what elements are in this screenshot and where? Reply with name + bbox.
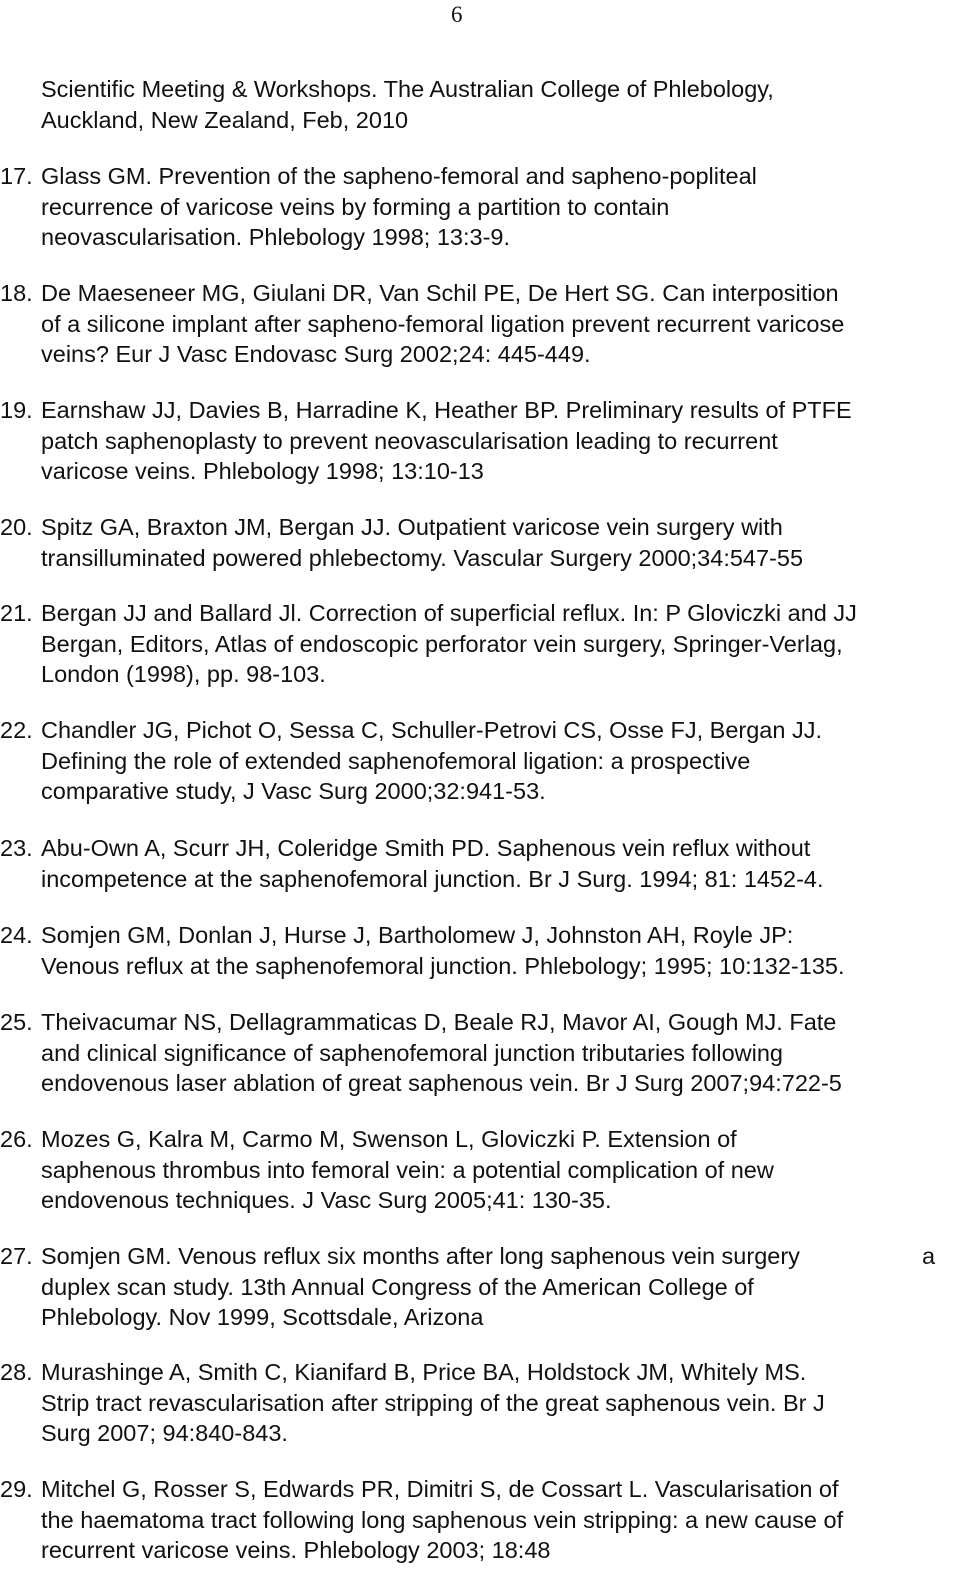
- reference-line: De Maeseneer MG, Giulani DR, Van Schil PE, De Hert SG. Can interposition: [41, 280, 839, 306]
- reference-line: transilluminated powered phlebectomy. Vascular Surgery 2000;34:547-55: [41, 544, 804, 571]
- reference-line: neovascularisation. Phlebology 1998; 13:3-9.: [41, 224, 511, 250]
- reference-line: Chandler JG, Pichot O, Sessa C, Schuller-Petrovi CS, Osse FJ, Bergan JJ.: [41, 717, 823, 743]
- reference-line: Strip tract revascularisation after stripping of the great saphenous vein. Br J: [41, 1389, 825, 1416]
- reference-line: veins? Eur J Vasc Endovasc Surg 2002;24: 445-449.: [41, 341, 591, 367]
- reference-number: 24.: [0, 922, 33, 948]
- page-number: 6: [451, 2, 463, 27]
- reference-line: Bergan JJ and Ballard Jl. Correction of superficial reflux. In: P Gloviczki and JJ: [41, 600, 857, 626]
- reference-line: recurrence of varicose veins by forming a partition to contain: [41, 193, 670, 220]
- reference-line: Auckland, New Zealand, Feb, 2010: [41, 106, 409, 133]
- reference-line: Surg 2007; 94:840-843.: [41, 1420, 288, 1446]
- reference-line: Mozes G, Kalra M, Carmo M, Swenson L, Gloviczki P. Extension of: [41, 1126, 737, 1152]
- reference-trailing-word: a: [922, 1243, 936, 1269]
- reference-line: of a silicone implant after sapheno-femoral ligation prevent recurrent varicose: [41, 310, 845, 337]
- reference-line: patch saphenoplasty to prevent neovascularisation leading to recurrent: [41, 427, 778, 454]
- reference-line: comparative study, J Vasc Surg 2000;32:941-53.: [41, 778, 546, 804]
- reference-line: London (1998), pp. 98-103.: [41, 661, 326, 687]
- reference-number: 22.: [0, 717, 33, 743]
- reference-number: 21.: [0, 600, 33, 626]
- reference-line: Theivacumar NS, Dellagrammaticas D, Beale RJ, Mavor AI, Gough MJ. Fate: [41, 1009, 837, 1035]
- reference-number: 26.: [0, 1126, 33, 1152]
- reference-line: Abu-Own A, Scurr JH, Coleridge Smith PD. Saphenous vein reflux without: [41, 835, 811, 861]
- reference-line: Murashinge A, Smith C, Kianifard B, Price BA, Holdstock JM, Whitely MS.: [41, 1359, 807, 1385]
- reference-number: 28.: [0, 1359, 33, 1385]
- reference-line: Phlebology. Nov 1999, Scottsdale, Arizona: [41, 1304, 484, 1330]
- reference-line: Scientific Meeting & Workshops. The Australian College of Phlebology,: [41, 76, 774, 102]
- reference-line: Somjen GM, Donlan J, Hurse J, Bartholomew J, Johnston AH, Royle JP:: [41, 922, 794, 948]
- reference-line: endovenous techniques. J Vasc Surg 2005;41: 130-35.: [41, 1187, 612, 1213]
- reference-number: 19.: [0, 397, 33, 423]
- reference-number: 17.: [0, 163, 33, 189]
- reference-line: Defining the role of extended saphenofemoral ligation: a prospective: [41, 747, 751, 774]
- reference-number: 25.: [0, 1009, 33, 1035]
- reference-line: saphenous thrombus into femoral vein: a potential complication of new: [41, 1156, 774, 1183]
- reference-line: incompetence at the saphenofemoral junction. Br J Surg. 1994; 81: 1452-4.: [41, 865, 824, 892]
- reference-line: duplex scan study. 13th Annual Congress of the American College of: [41, 1273, 754, 1300]
- reference-number: 23.: [0, 835, 33, 861]
- reference-number: 18.: [0, 280, 33, 306]
- reference-line: varicose veins. Phlebology 1998; 13:10-13: [41, 458, 484, 484]
- reference-line: Mitchel G, Rosser S, Edwards PR, Dimitri S, de Cossart L. Vascularisation of: [41, 1476, 839, 1502]
- reference-line: the haematoma tract following long saphenous vein stripping: a new cause of: [41, 1506, 844, 1533]
- reference-line: recurrent varicose veins. Phlebology 2003; 18:48: [41, 1537, 551, 1563]
- reference-line: Somjen GM. Venous reflux six months after long saphenous vein surgery: [41, 1243, 800, 1269]
- reference-line: endovenous laser ablation of great saphenous vein. Br J Surg 2007;94:722-5: [41, 1070, 842, 1096]
- reference-line: and clinical significance of saphenofemoral junction tributaries following: [41, 1039, 783, 1066]
- reference-line: Bergan, Editors, Atlas of endoscopic perforator vein surgery, Springer-Verlag,: [41, 630, 843, 657]
- reference-line: Venous reflux at the saphenofemoral junction. Phlebology; 1995; 10:132-135.: [41, 952, 845, 979]
- reference-number: 20.: [0, 514, 33, 540]
- reference-number: 29.: [0, 1476, 33, 1502]
- reference-line: Earnshaw JJ, Davies B, Harradine K, Heather BP. Preliminary results of PTFE: [41, 397, 852, 423]
- reference-line: Spitz GA, Braxton JM, Bergan JJ. Outpatient varicose vein surgery with: [41, 514, 783, 540]
- reference-line: Glass GM. Prevention of the sapheno-femoral and sapheno-popliteal: [41, 163, 757, 189]
- reference-number: 27.: [0, 1243, 33, 1269]
